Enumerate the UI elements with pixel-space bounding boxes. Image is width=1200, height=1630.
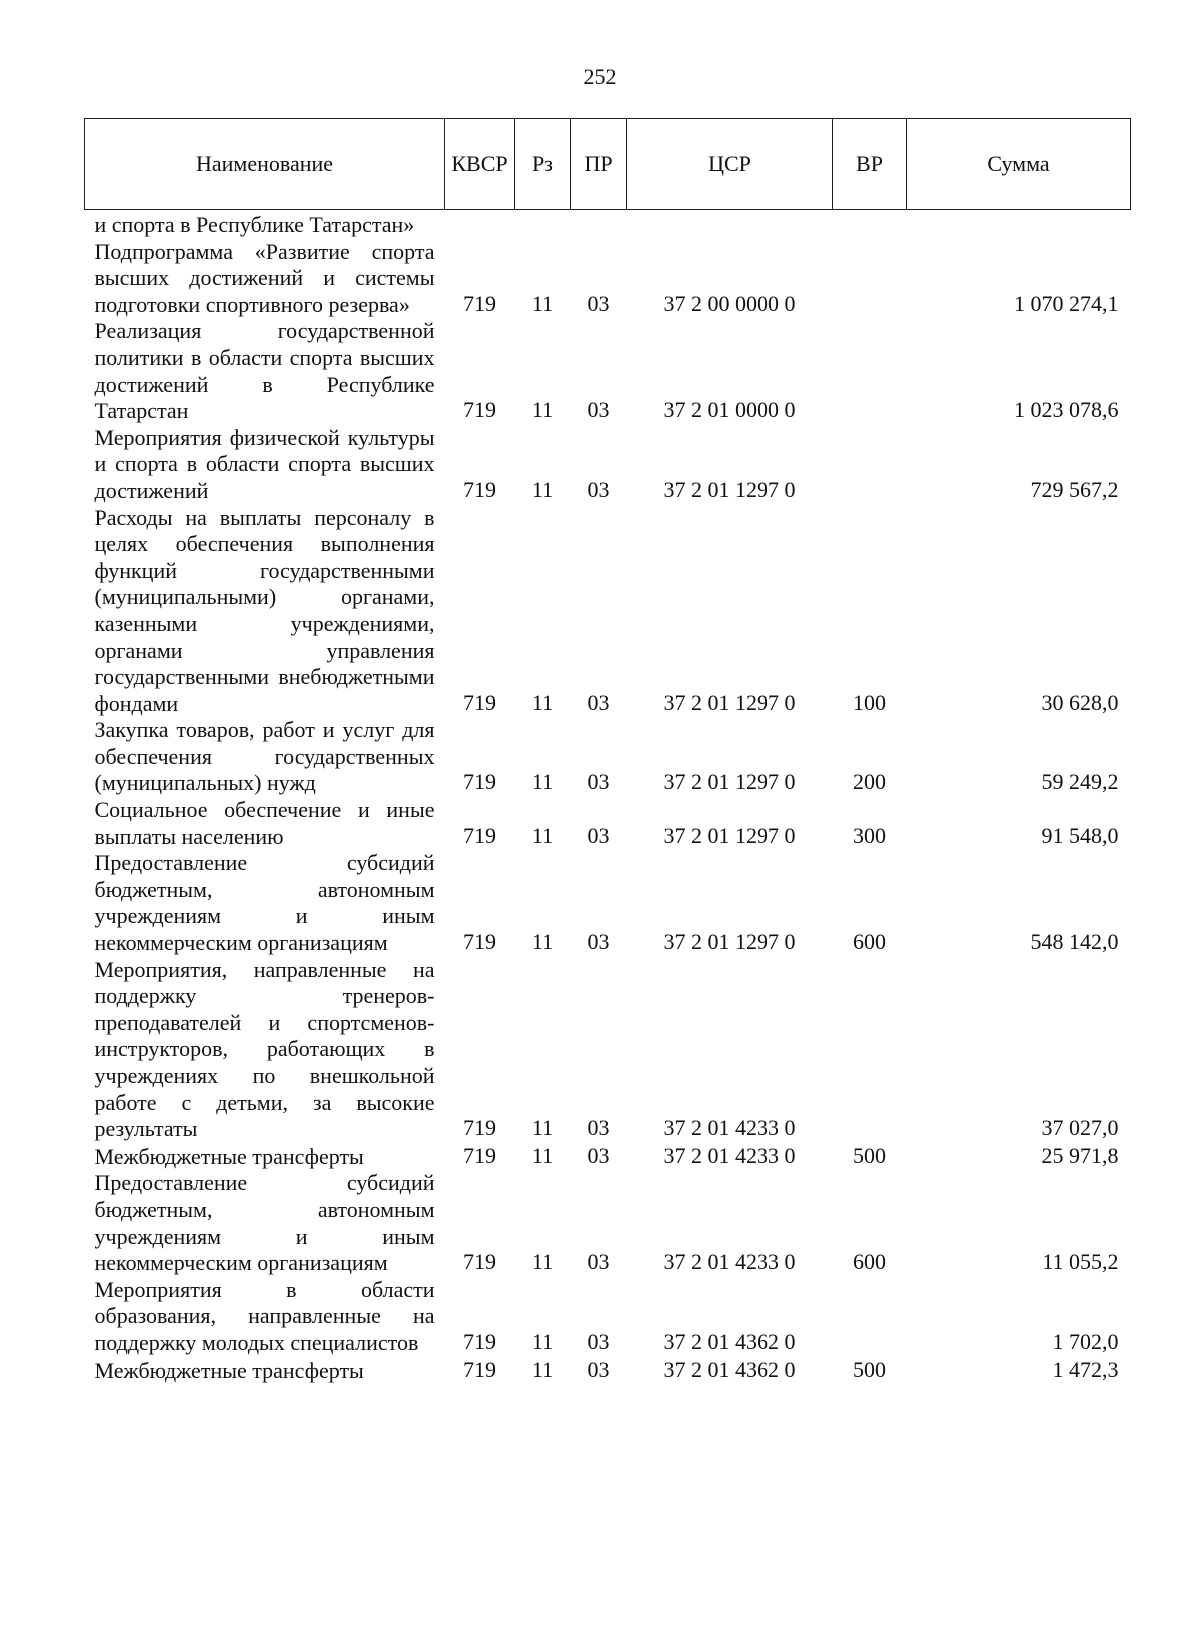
row-name: Межбюджетные трансферты	[94, 1143, 364, 1169]
row-kvsr: 719	[463, 769, 496, 795]
row-pr: 03	[587, 1115, 610, 1141]
row-csr: 37 2 00 0000 0	[663, 290, 796, 316]
row-sum: 11 055,2	[1042, 1249, 1119, 1275]
row-sum: 1 702,0	[1052, 1328, 1119, 1354]
row-csr: 37 2 01 1297 0	[663, 822, 796, 848]
row-rz: 11	[531, 1356, 554, 1382]
row-csr: 37 2 01 0000 0	[663, 397, 796, 423]
row-pr	[571, 210, 627, 239]
table-row	[85, 1143, 1131, 1171]
header-vr: ВР	[833, 119, 907, 210]
row-sum: 91 548,0	[1041, 822, 1119, 848]
table-row	[85, 239, 1131, 319]
row-pr: 03	[587, 290, 610, 316]
row-csr: 37 2 01 1297 0	[663, 929, 796, 955]
row-rz	[515, 210, 571, 239]
row-pr: 03	[587, 476, 610, 502]
row-name: Подпрограмма «Развитие спорта высших достижений и системы подготовки спортивного резерва»	[94, 238, 435, 317]
row-pr: 03	[587, 769, 610, 795]
table-row	[85, 1277, 1131, 1357]
row-rz: 11	[531, 769, 554, 795]
row-name: Социальное обеспечение и иные выплаты населению	[94, 797, 435, 849]
row-sum: 37 027,0	[1041, 1115, 1119, 1141]
table-row	[85, 797, 1131, 850]
row-rz: 11	[531, 689, 554, 715]
row-pr: 03	[587, 397, 610, 423]
table-row	[85, 717, 1131, 797]
row-sum: 729 567,2	[1030, 476, 1119, 502]
row-kvsr: 719	[463, 822, 496, 848]
row-pr: 03	[587, 1328, 610, 1354]
row-vr	[833, 425, 907, 505]
row-name: и спорта в Республике Татарстан»	[94, 212, 415, 237]
row-vr	[833, 957, 907, 1143]
row-sum: 30 628,0	[1041, 689, 1119, 715]
row-name: Реализация государственной политики в области спорта высших достижений в Республике Татарстан	[94, 318, 435, 424]
table-header	[85, 119, 1131, 210]
row-sum	[907, 210, 1131, 239]
row-kvsr: 719	[463, 1249, 496, 1275]
table-row	[85, 1357, 1131, 1385]
row-sum: 1 472,3	[1052, 1356, 1119, 1382]
row-rz: 11	[531, 1142, 554, 1168]
row-pr: 03	[587, 689, 610, 715]
row-vr	[833, 239, 907, 319]
row-rz: 11	[531, 1328, 554, 1354]
row-csr: 37 2 01 4233 0	[663, 1249, 796, 1275]
row-kvsr: 719	[463, 1328, 496, 1354]
row-rz: 11	[531, 290, 554, 316]
row-name: Предоставление субсидий бюджетным, автономным учреждениям и иным некоммерческим организациям	[94, 1170, 435, 1276]
header-pr: ПР	[571, 119, 627, 210]
header-sum: Сумма	[907, 119, 1131, 210]
row-vr: 200	[853, 769, 886, 795]
row-csr: 37 2 01 1297 0	[663, 476, 796, 502]
row-name: Закупка товаров, работ и услуг для обеспечения государственных (муниципальных) нужд	[94, 717, 435, 796]
row-sum: 1 023 078,6	[1014, 397, 1119, 423]
table-row	[85, 425, 1131, 505]
row-csr: 37 2 01 1297 0	[663, 689, 796, 715]
row-rz: 11	[531, 397, 554, 423]
table-row	[85, 1170, 1131, 1276]
row-name: Предоставление субсидий бюджетным, автономным учреждениям и иным некоммерческим организациям	[94, 850, 435, 956]
row-kvsr	[445, 210, 515, 239]
row-csr	[627, 210, 833, 239]
row-kvsr: 719	[463, 397, 496, 423]
row-name: Мероприятия, направленные на поддержку тренеров-преподавателей и спортсменов-инструкторов, работающих в учреждениях по внешкольной работе с детьми, за высокие результаты	[94, 956, 435, 1142]
table-row	[85, 318, 1131, 424]
row-kvsr: 719	[463, 929, 496, 955]
row-kvsr: 719	[463, 1115, 496, 1141]
row-name: Расходы на выплаты персоналу в целях обеспечения выполнения функций государственными (муниципальными) органами, казенными учреждениями, органами управления государственными внебюджетными фондами	[94, 504, 435, 716]
row-vr: 300	[853, 822, 886, 848]
row-kvsr: 719	[463, 1142, 496, 1168]
row-csr: 37 2 01 1297 0	[663, 769, 796, 795]
row-vr	[833, 318, 907, 424]
row-kvsr: 719	[463, 290, 496, 316]
row-pr: 03	[587, 1249, 610, 1275]
row-vr: 500	[853, 1356, 886, 1382]
row-rz: 11	[531, 929, 554, 955]
row-vr: 100	[853, 689, 886, 715]
row-csr: 37 2 01 4233 0	[663, 1142, 796, 1168]
table-row	[85, 210, 1131, 239]
row-sum: 1 070 274,1	[1014, 290, 1119, 316]
row-kvsr: 719	[463, 476, 496, 502]
table-row	[85, 505, 1131, 718]
row-vr: 500	[853, 1142, 886, 1168]
row-csr: 37 2 01 4362 0	[663, 1356, 796, 1382]
row-kvsr: 719	[463, 689, 496, 715]
row-pr: 03	[587, 929, 610, 955]
row-vr	[833, 210, 907, 239]
header-csr: ЦСР	[627, 119, 833, 210]
row-pr: 03	[587, 822, 610, 848]
table-row	[85, 957, 1131, 1143]
row-kvsr: 719	[463, 1356, 496, 1382]
row-pr: 03	[587, 1356, 610, 1382]
row-csr: 37 2 01 4233 0	[663, 1115, 796, 1141]
row-rz: 11	[531, 822, 554, 848]
page-number: 252	[583, 64, 617, 89]
row-vr	[833, 1277, 907, 1357]
row-rz: 11	[531, 476, 554, 502]
row-rz: 11	[531, 1115, 554, 1141]
header-kvsr: КВСР	[445, 119, 515, 210]
row-sum: 59 249,2	[1041, 769, 1119, 795]
table-row	[85, 850, 1131, 956]
row-sum: 548 142,0	[1030, 929, 1119, 955]
row-name: Мероприятия физической культуры и спорта в области спорта высших достижений	[94, 424, 435, 503]
row-vr: 600	[853, 929, 886, 955]
row-pr: 03	[587, 1142, 610, 1168]
row-csr: 37 2 01 4362 0	[663, 1328, 796, 1354]
table-body	[85, 210, 1131, 1385]
row-rz: 11	[531, 1249, 554, 1275]
row-sum: 25 971,8	[1041, 1142, 1119, 1168]
header-rz: Рз	[515, 119, 571, 210]
row-name: Межбюджетные трансферты	[94, 1357, 364, 1383]
header-name: Наименование	[85, 119, 445, 210]
budget-table	[84, 118, 1131, 1384]
row-name: Мероприятия в области образования, направленные на поддержку молодых специалистов	[94, 1276, 435, 1355]
row-vr: 600	[853, 1249, 886, 1275]
